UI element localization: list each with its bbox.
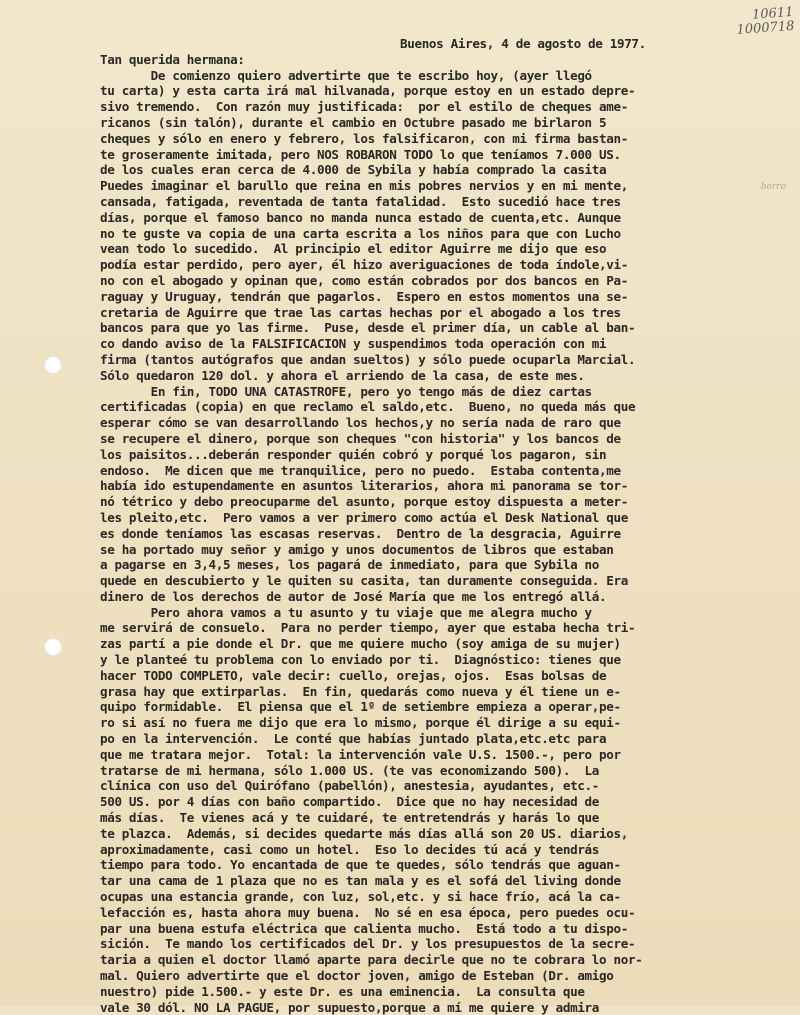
letter-line: había ido estupendamente en asuntos literarios, ahora mi panorama se tor- <box>100 478 628 494</box>
letter-line: es donde teníamos las escasas reservas. Dentro de la desgracia, Aguirre <box>100 525 621 541</box>
letter-line: taria a quien el doctor llamó aparte para decirle que no te cobrara lo nor- <box>100 952 643 968</box>
letter-line: ro si así no fuera me dijo que era lo mismo, porque él dirige a su equi- <box>100 715 621 731</box>
letter-line: co dando aviso de la FALSIFICACION y suspendimos toda operación con mi <box>100 336 607 352</box>
letter-line: En fin, TODO UNA CATASTROFE, pero yo tengo más de diez cartas <box>100 383 592 399</box>
salutation: Tan querida hermana: <box>100 51 245 67</box>
letter-line: certificadas (copia) en que reclamo el saldo,etc. Bueno, no queda más que <box>100 399 636 415</box>
letter-line: bancos para que yo las firme. Puse, desde el primer día, un cable al ban- <box>100 320 636 336</box>
letter-line: dinero de los derechos de autor de José María que me los entregó allá. <box>100 588 607 604</box>
letter-line: cretaria de Aguirre que trae las cartas hechas por el abogado a los tres <box>100 304 621 320</box>
letter-line: ricanos (sin talón), durante el cambio en Octubre pasado me birlaron 5 <box>100 114 607 130</box>
letter-line: se recupere el dinero, porque son cheques "con historia" y los bancos de <box>100 430 621 446</box>
letter-line: Sólo quedaron 120 dol. y ahora el arriendo de la casa, de este mes. <box>100 367 585 383</box>
letter-line: les pleito,etc. Pero vamos a ver primero como actúa el Desk National que <box>100 509 628 525</box>
letter-line: te plazca. Además, si decides quedarte más días allá son 20 US. diarios, <box>100 825 628 841</box>
letter-line: ocupas una estancia grande, con luz, sol,etc. y si hace frío, acá la ca- <box>100 889 621 905</box>
letter-line: hacer TODO COMPLETO, vale decir: cuello, orejas, ojos. Esas bolsas de <box>100 667 607 683</box>
letter-line: tratarse de mi hermana, sólo 1.000 US. (te vas economizando 500). La <box>100 762 600 778</box>
letter-line: zas partí a pie donde el Dr. que me quiere mucho (soy amiga de su mujer) <box>100 636 621 652</box>
letter-line: 500 US. por 4 días con baño compartido. Dice que no hay necesidad de <box>100 794 600 810</box>
letter-line: sición. Te mando los certificados del Dr. y los presupuestos de la secre- <box>100 936 636 952</box>
letter-line: grasa hay que extirparlas. En fin, quedarás como nueva y él tiene un e- <box>100 683 621 699</box>
letter-line: se ha portado muy señor y amigo y unos documentos de libros que estaban <box>100 541 614 557</box>
letter-line: De comienzo quiero advertirte que te escribo hoy, (ayer llegó <box>100 67 592 83</box>
letter-line: Puedes imaginar el barullo que reina en mis pobres nervios y en mi mente, <box>100 178 628 194</box>
punch-hole <box>44 356 62 374</box>
letter-line: que me tratara mejor. Total: la intervención vale U.S. 1500.-, pero por <box>100 746 621 762</box>
letter-lines <box>100 52 800 1015</box>
letter-line: esperar cómo se van desarrollando los hechos,y no sería nada de raro que <box>100 415 621 431</box>
letter-line: te groseramente imitada, pero NOS ROBARON TODO lo que teníamos 7.000 US. <box>100 146 621 162</box>
letter-date: Buenos Aires, 4 de agosto de 1977. <box>400 36 646 51</box>
letter-line: lefacción es, hasta ahora muy buena. No sé en esa época, pero puedes ocu- <box>100 904 636 920</box>
letter-line: más días. Te vienes acá y te cuidaré, te entretendrás y harás lo que <box>100 810 600 826</box>
letter-line: sivo tremendo. Con razón muy justificada: por el estilo de cheques ame- <box>100 99 628 115</box>
letter-line: po en la intervención. Le conté que habías juntado plata,etc.etc para <box>100 731 607 747</box>
letter-line: y le planteé tu problema con lo enviado por ti. Diagnóstico: tienes que <box>100 652 621 668</box>
letter-line: par una buena estufa eléctrica que calienta mucho. Está todo a tu dispo- <box>100 920 628 936</box>
letter-line: vale 30 dól. NO LA PAGUE, por supuesto,porque a mí me quiere y admira <box>100 999 600 1015</box>
letter-line: nuestro) pide 1.500.- y este Dr. es una eminencia. La consulta que <box>100 983 585 999</box>
letter-line: tar una cama de 1 plaza que no es tan mala y es el sofá del living donde <box>100 873 621 889</box>
letter-line: endoso. Me dicen que me tranquilice, pero no puedo. Estaba contenta,me <box>100 462 621 478</box>
letter-line: días, porque el famoso banco no manda nunca estado de cuenta,etc. Aunque <box>100 209 621 225</box>
letter-line: aproximadamente, casi como un hotel. Eso lo decides tú acá y tendrás <box>100 841 600 857</box>
letter-line: los paisitos...deberán responder quién cobró y porqué los pagaron, sin <box>100 446 607 462</box>
letter-line: mal. Quiero advertirte que el doctor joven, amigo de Esteban (Dr. amigo <box>100 968 614 984</box>
letter-line: vean todo lo sucedido. Al principio el editor Aguirre me dijo que eso <box>100 241 607 257</box>
punch-holes <box>44 0 64 1006</box>
letter-line: no con el abogado y opinan que, como están cobrados por dos bancos en Pa- <box>100 272 628 288</box>
catalog-number: 10611 1000718 <box>736 4 795 38</box>
letter-line: raguay y Uruguay, tendrán que pagarlos. Espero en estos momentos una se- <box>100 288 628 304</box>
letter-line: quede en descubierto y le quiten su casita, tan duramente conseguida. Era <box>100 573 628 589</box>
letter-line: tiempo para todo. Yo encantada de que te quedes, sólo tendrás que aguan- <box>100 857 621 873</box>
letter-line: cansada, fatigada, reventada de tanta fatalidad. Esto sucedió hace tres <box>100 193 621 209</box>
letter-line: de los cuales eran cerca de 4.000 de Sybila y había comprado la casita <box>100 162 607 178</box>
side-note: borro <box>760 182 786 192</box>
letter-line: Pero ahora vamos a tu asunto y tu viaje que me alegra mucho y <box>100 604 592 620</box>
letter-line: me servirá de consuelo. Para no perder tiempo, ayer que estaba hecha tri- <box>100 620 636 636</box>
letter-line: a pagarse en 3,4,5 meses, los pagará de inmediato, para que Sybila no <box>100 557 600 573</box>
punch-hole <box>44 638 62 656</box>
letter-line: podía estar perdido, pero ayer, él hizo averiguaciones de toda índole,vi- <box>100 257 628 273</box>
letter-line: clínica con uso del Quirófano (pabellón), anestesia, ayudantes, etc.- <box>100 778 600 794</box>
letter-line: quipo formidable. El piensa que el 1º de setiembre empieza a operar,pe- <box>100 699 621 715</box>
letter-line: cheques y sólo en enero y febrero, los falsificaron, con mi firma bastan- <box>100 130 628 146</box>
letter-body <box>100 36 800 1015</box>
letter-line: firma (tantos autógrafos que andan sueltos) y sólo puede ocuparla Marcial. <box>100 351 636 367</box>
letter-line: no te guste va copia de una carta escrita a los niños para que con Lucho <box>100 225 621 241</box>
letter-line: nó tétrico y debo preocuparme del asunto, porque estoy dispuesta a meter- <box>100 494 628 510</box>
margin-scrawl <box>8 520 30 940</box>
letter-line: tu carta) y esta carta irá mal hilvanada, porque estoy en un estado depre- <box>100 83 636 99</box>
